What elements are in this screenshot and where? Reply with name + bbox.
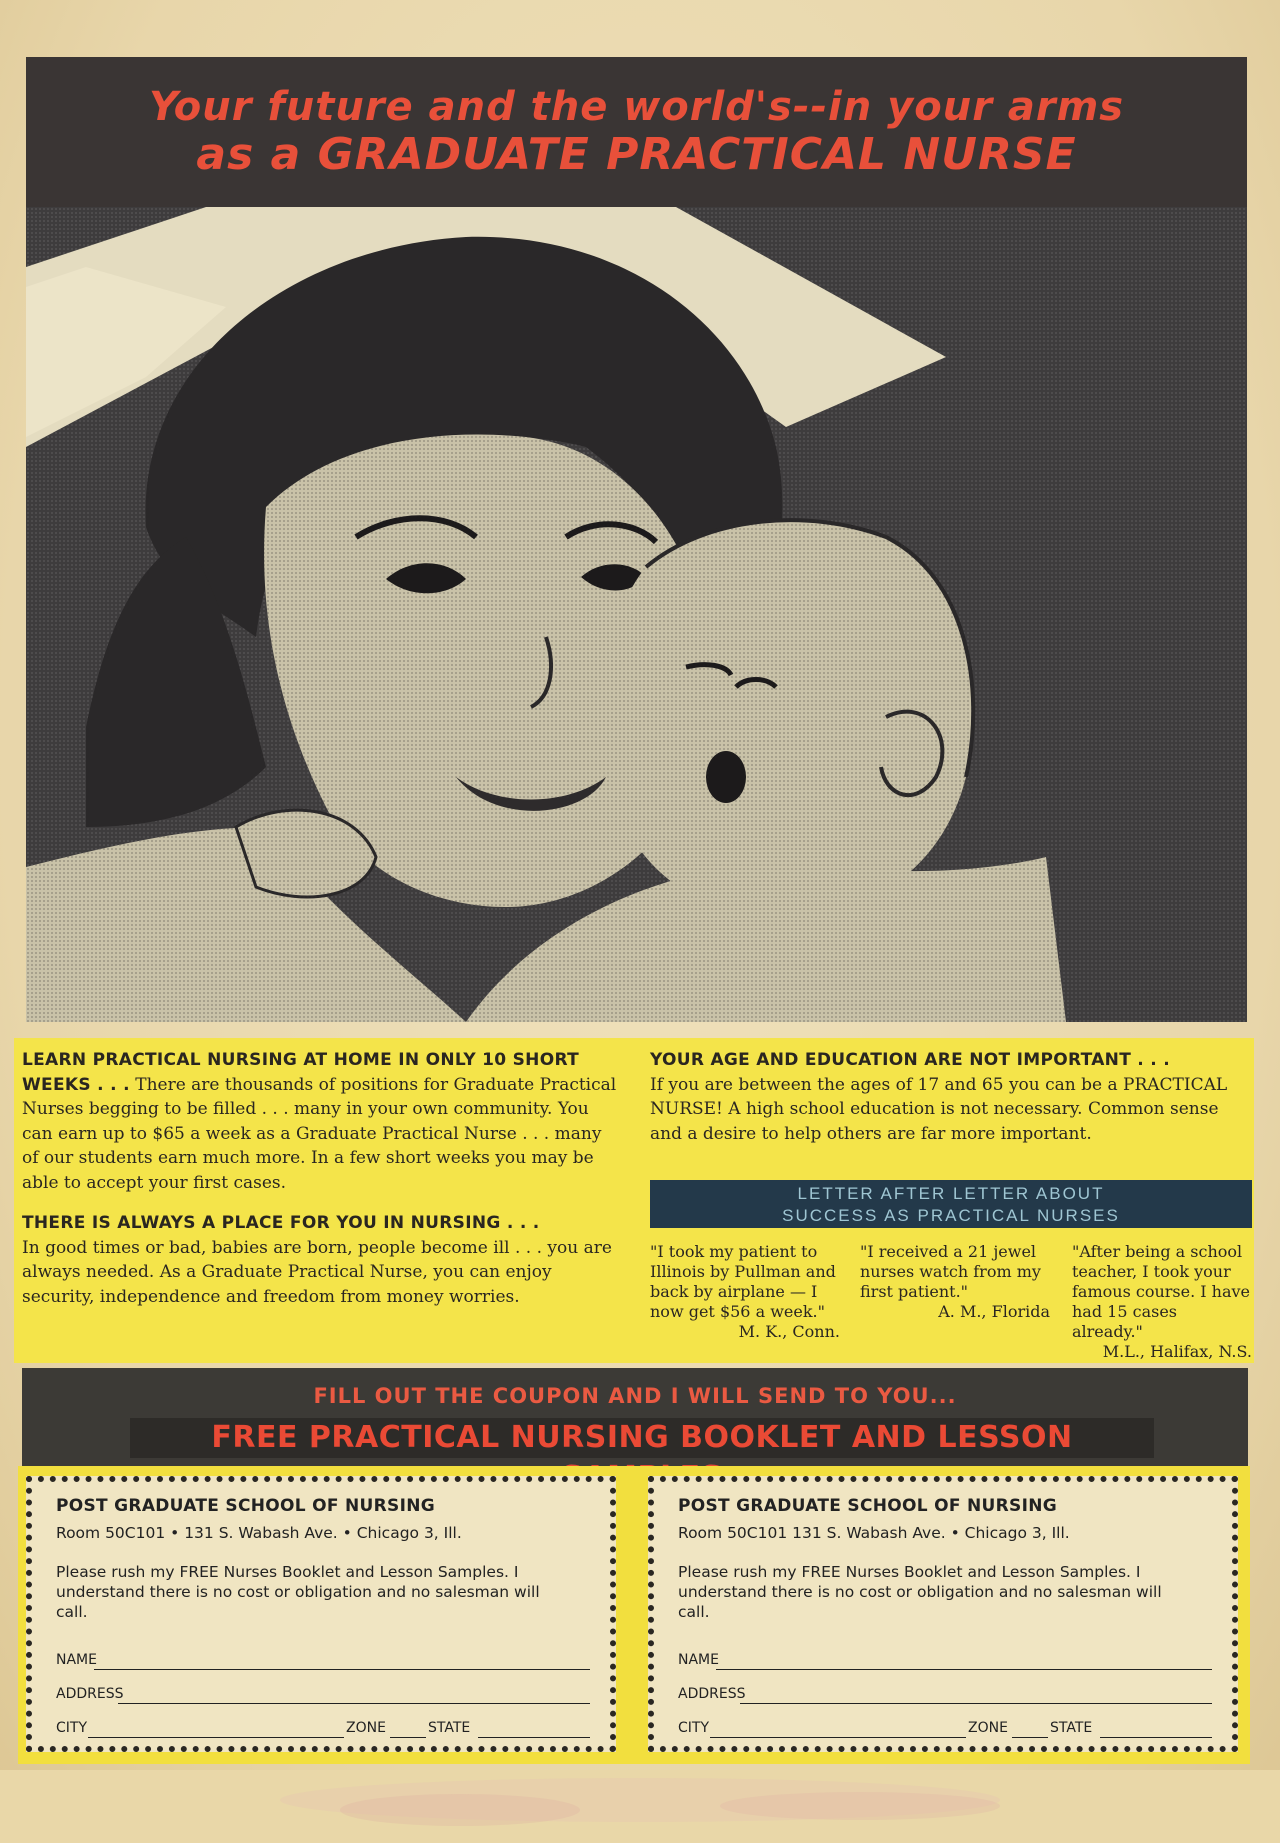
testimonial-1 bbox=[650, 1242, 840, 1342]
bleed-through-stain-icon bbox=[0, 1770, 1280, 1843]
name-line[interactable] bbox=[716, 1669, 1212, 1670]
name-label: NAME bbox=[678, 1652, 719, 1668]
letter-banner-line-2: SUCCESS AS PRACTICAL NURSES bbox=[782, 1206, 1120, 1225]
zone-line[interactable] bbox=[390, 1737, 426, 1738]
zone-label: ZONE bbox=[346, 1720, 386, 1736]
form-message: Please rush my FREE Nurses Booklet and Lesson Samples. I understand there is no cost or obligation and no salesman will call. bbox=[56, 1563, 540, 1621]
name-field[interactable] bbox=[678, 1652, 1212, 1672]
body-place: In good times or bad, babies are born, people become ill . . . you are always needed. As a Graduate Practical Nurse, you can enjoy security, independence and freedom from money worries. bbox=[22, 1237, 612, 1307]
heading-place: THERE IS ALWAYS A PLACE FOR YOU IN NURSING . . . bbox=[22, 1213, 540, 1233]
city-line[interactable] bbox=[88, 1737, 344, 1738]
info-panel bbox=[14, 1038, 1254, 1363]
testimonial-author: M.L., Halifax, N.S. bbox=[1102, 1342, 1252, 1361]
letter-banner-line-1: LETTER AFTER LETTER ABOUT bbox=[797, 1184, 1105, 1203]
nurse-illustration bbox=[26, 207, 1247, 1022]
zone-label: ZONE bbox=[968, 1720, 1008, 1736]
headline-line-1: Your future and the world's--in your arms bbox=[148, 83, 1125, 130]
headline-banner bbox=[26, 57, 1247, 207]
city-line[interactable] bbox=[710, 1737, 966, 1738]
form-school-address: Room 50C101 • 131 S. Wabash Ave. • Chicago 3, Ill. bbox=[56, 1524, 462, 1542]
testimonial-quote: "I took my patient to Illinois by Pullman and back by airplane — I now get $56 a week." bbox=[650, 1242, 836, 1321]
testimonial-quote: "I received a 21 jewel nurses watch from my first patient." bbox=[860, 1242, 1041, 1301]
city-label: CITY bbox=[56, 1720, 88, 1736]
address-label: ADDRESS bbox=[56, 1686, 124, 1702]
address-field[interactable] bbox=[678, 1686, 1212, 1706]
body-age: If you are between the ages of 17 and 65 you can be a PRACTICAL NURSE! A high school education is not necessary. Common sense and a desire to help others are far more important. bbox=[650, 1074, 1228, 1144]
address-field[interactable] bbox=[56, 1686, 590, 1706]
testimonial-author: A. M., Florida bbox=[938, 1302, 1050, 1321]
heading-age: YOUR AGE AND EDUCATION ARE NOT IMPORTANT . . . bbox=[650, 1050, 1171, 1070]
state-line[interactable] bbox=[1100, 1737, 1212, 1738]
form-school-name: POST GRADUATE SCHOOL OF NURSING bbox=[56, 1496, 435, 1516]
coupon-header bbox=[22, 1368, 1248, 1466]
testimonial-3 bbox=[1072, 1242, 1252, 1362]
letter-banner bbox=[650, 1180, 1252, 1228]
address-label: ADDRESS bbox=[678, 1686, 746, 1702]
testimonial-quote: "After being a school teacher, I took your famous course. I have had 15 cases already." bbox=[1072, 1242, 1251, 1341]
nurse-holding-baby-icon bbox=[26, 207, 1247, 1022]
state-label: STATE bbox=[428, 1720, 471, 1736]
body-learn: There are thousands of positions for Graduate Practical Nurses begging to be filled . . . many in your own community. You can earn up to $65 a week as a Graduate Practical Nurse . . . many of our students earn much more. In a few short weeks you may be able to accept your first cases. bbox=[22, 1074, 617, 1193]
form-school-name: POST GRADUATE SCHOOL OF NURSING bbox=[678, 1496, 1057, 1516]
state-line[interactable] bbox=[478, 1737, 590, 1738]
zone-line[interactable] bbox=[1012, 1737, 1048, 1738]
right-column bbox=[650, 1048, 1252, 1146]
state-label: STATE bbox=[1050, 1720, 1093, 1736]
address-line[interactable] bbox=[118, 1703, 590, 1704]
testimonial-2 bbox=[860, 1242, 1050, 1322]
heading-learn: LEARN PRACTICAL NURSING AT HOME IN ONLY 10 SHORT WEEKS . . . bbox=[22, 1050, 579, 1095]
left-column bbox=[22, 1048, 620, 1309]
coupon-header-line-1: FILL OUT THE COUPON AND I WILL SEND TO YOU... bbox=[313, 1384, 957, 1408]
form-message: Please rush my FREE Nurses Booklet and Lesson Samples. I understand there is no cost or obligation and no salesman will call. bbox=[678, 1563, 1162, 1621]
address-line[interactable] bbox=[740, 1703, 1212, 1704]
headline-line-2: as a GRADUATE PRACTICAL NURSE bbox=[196, 128, 1077, 180]
city-label: CITY bbox=[678, 1720, 710, 1736]
coupon-forms bbox=[18, 1466, 1250, 1764]
city-field[interactable] bbox=[678, 1720, 1212, 1740]
city-field[interactable] bbox=[56, 1720, 590, 1740]
testimonial-author: M. K., Conn. bbox=[738, 1322, 840, 1341]
coupon-header-line-2: FREE PRACTICAL NURSING BOOKLET AND LESSON bbox=[130, 1418, 1154, 1458]
name-label: NAME bbox=[56, 1652, 97, 1668]
coupon-form-2 bbox=[648, 1476, 1238, 1752]
name-line[interactable] bbox=[94, 1669, 590, 1670]
name-field[interactable] bbox=[56, 1652, 590, 1672]
coupon-form-1 bbox=[26, 1476, 616, 1752]
form-school-address: Room 50C101 131 S. Wabash Ave. • Chicago 3, Ill. bbox=[678, 1524, 1070, 1542]
